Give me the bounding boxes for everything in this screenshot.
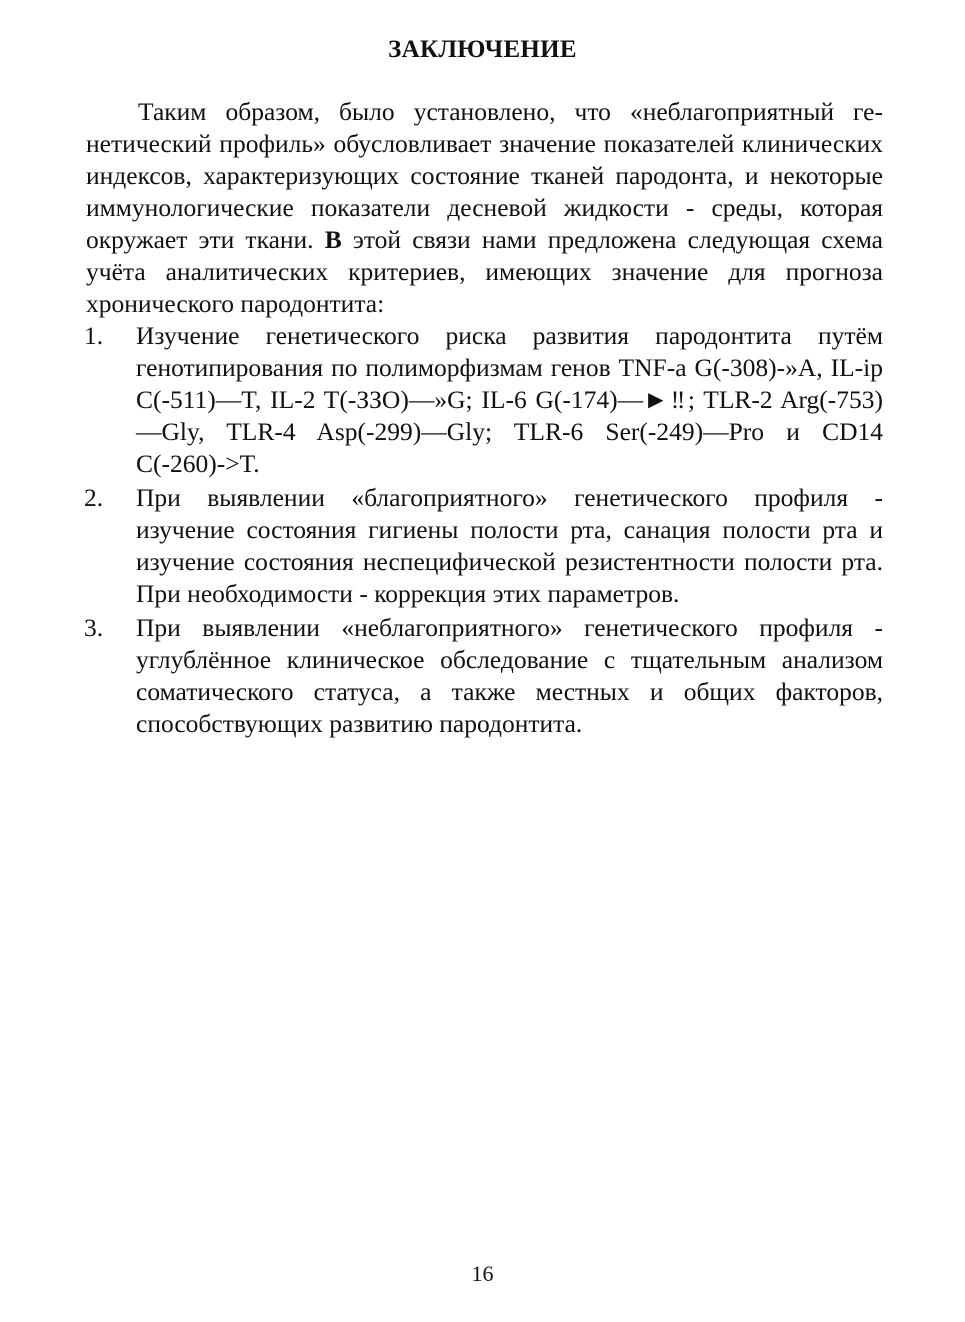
intro-bold-letter: В	[324, 225, 342, 254]
intro-text-end: этой связи нами предложена следующая схема учёта аналитических критериев, имеющих значение для прогноза хронического пародонтита:	[86, 225, 883, 318]
conclusion-list	[82, 320, 883, 742]
list-item-text: Изучение генетического риска развития пародонтита путём генотипирования по полиморфизмам генов TNF-a G(-308)-»A, IL-ip C(-511)—T, IL-2 T(-ЗЗО)—»G; IL-6 G(-174)—►‼; TLR-2 Arg(-753)—Gly, TLR-4 Asp(-299)—Gly; TLR-6 Ser(-249)—Pro и CD14 C(-260)->T.	[136, 321, 883, 478]
list-item-2	[82, 482, 883, 610]
intro-paragraph	[86, 96, 883, 320]
list-item-text: При выявлении «неблагоприятного» генетического профиля - углублённое клиническое обследование с тщательным анализом соматического статуса, а также местных и общих факторов, способствующих развитию пародонтита.	[136, 613, 883, 738]
list-item-number: 3.	[84, 613, 104, 642]
intro-text-start: Таким образом, было установлено, что «неблагоприятный генетический профиль» обусловливает значение показателей клинических индексов, характеризующих состояние тканей пародонта, и некоторые иммунологические показатели десневой жидкости - среды, которая окружает эти ткани.	[86, 97, 883, 254]
page-title: ЗАКЛЮЧЕНИЕ	[388, 36, 577, 63]
page-number: 16	[471, 1261, 494, 1286]
list-item-text: При выявлении «благоприятного» генетического профиля - изучение состояния гигиены полости рта, санация полости рта и изучение состояния неспецифической резистентности полости рта. При необходимости - коррекция этих параметров.	[136, 483, 883, 608]
list-item-1	[82, 320, 883, 480]
list-item-3	[82, 612, 883, 740]
list-item-number: 2.	[84, 483, 104, 512]
list-item-number: 1.	[84, 321, 104, 350]
